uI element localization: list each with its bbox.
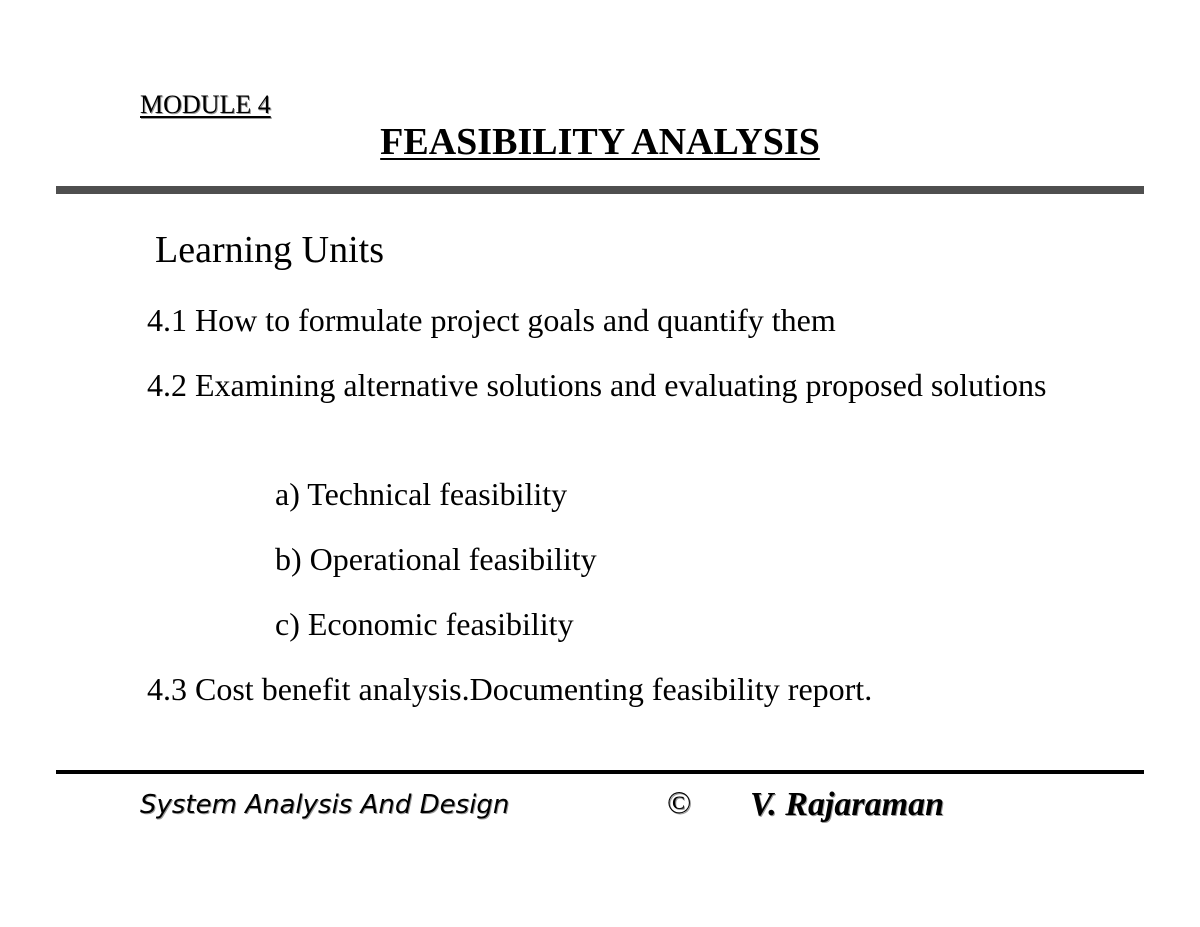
learning-unit-4-3: 4.3 Cost benefit analysis.Documenting feasibility report. <box>147 671 873 707</box>
copyright-symbol: © <box>667 784 692 820</box>
footer-course-title: System Analysis And Design <box>140 790 510 820</box>
module-label: MODULE 4 <box>140 90 271 119</box>
learning-unit-4-2: 4.2 Examining alternative solutions and evaluating proposed solutions <box>147 367 1047 403</box>
subitem-operational-feasibility: b) Operational feasibility <box>275 541 597 577</box>
subitem-economic-feasibility: c) Economic feasibility <box>275 606 574 642</box>
header-divider <box>56 186 1144 194</box>
footer-author: V. Rajaraman <box>750 786 945 823</box>
section-heading: Learning Units <box>155 229 385 271</box>
learning-unit-4-1: 4.1 How to formulate project goals and quantify them <box>147 302 836 338</box>
page-title: FEASIBILITY ANALYSIS <box>380 121 820 163</box>
footer-divider <box>56 770 1144 774</box>
subitem-technical-feasibility: a) Technical feasibility <box>275 476 568 512</box>
